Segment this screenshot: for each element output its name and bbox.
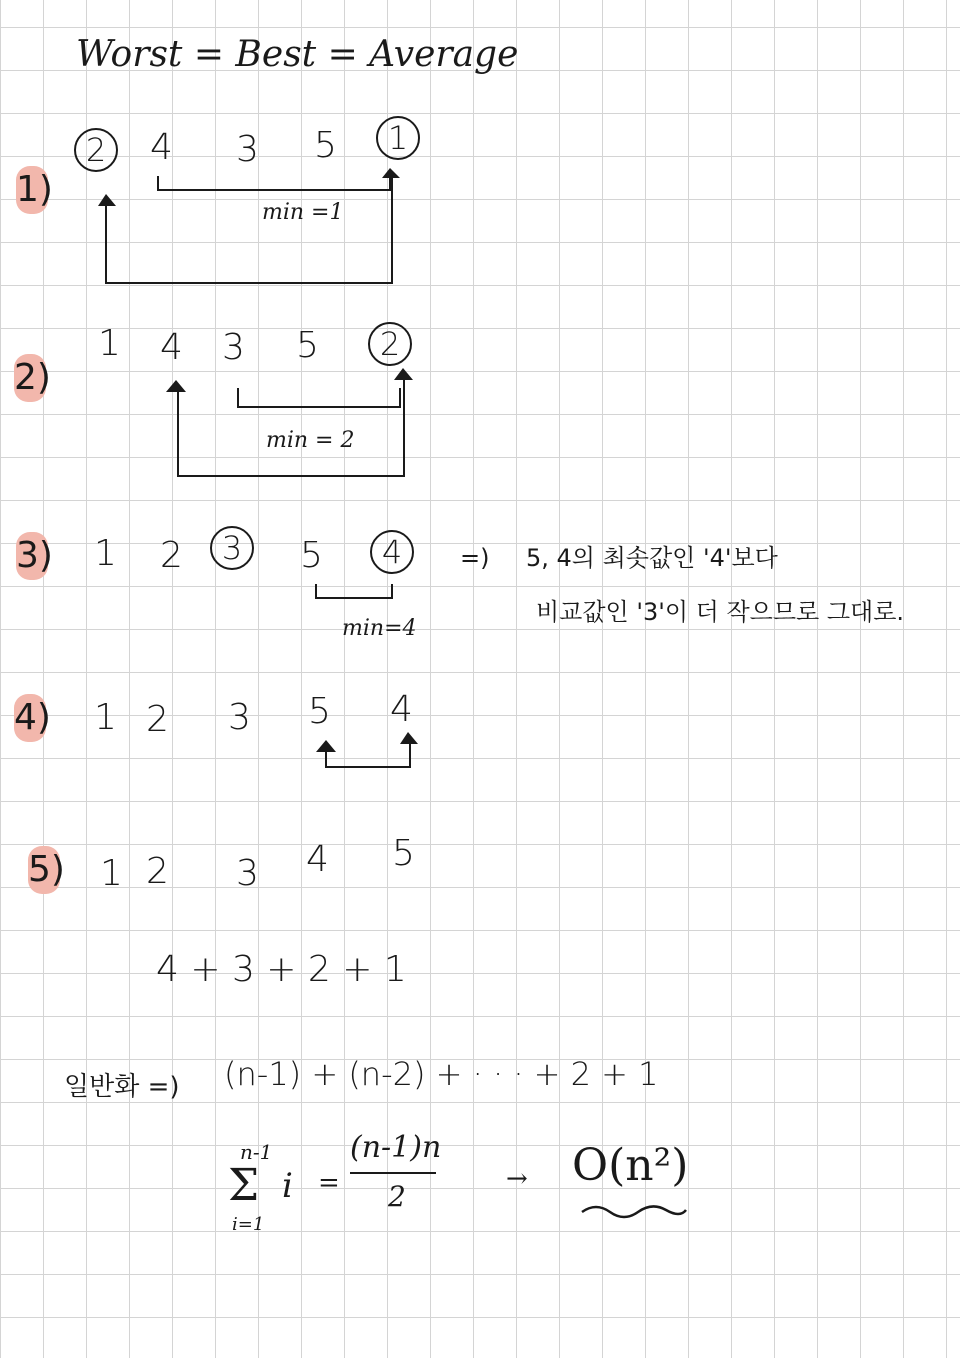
- step1-circled-value: 1: [376, 116, 420, 160]
- step4-value-2: 2: [146, 699, 169, 740]
- step2-arrowhead-right: [394, 368, 413, 380]
- step1-bracket: [158, 176, 390, 190]
- step2-swap-line: [178, 376, 404, 476]
- fraction-numerator: (n-1)n: [350, 1130, 442, 1165]
- step1-min-label: min =1: [262, 200, 344, 225]
- sigma-upper-limit: n-1: [240, 1140, 273, 1164]
- sum-line: 4 + 3 + 2 + 1: [156, 949, 407, 990]
- step1-value-2: 4: [150, 127, 173, 168]
- step1-swap-line: [106, 176, 392, 283]
- step3-value-3: [210, 526, 254, 570]
- step2-bracket: [238, 388, 400, 407]
- general-expression: (n-1) + (n-2) + · · · + 2 + 1: [224, 1055, 659, 1093]
- step1-value-3: 3: [236, 129, 259, 170]
- step4-value-4: 5: [308, 691, 331, 732]
- step2-value-5: [368, 322, 412, 366]
- step2-min-label: min = 2: [266, 428, 355, 453]
- step1-arrowhead-left: [98, 194, 116, 206]
- step5-value-1: 1: [100, 853, 123, 894]
- formula-equals: =: [318, 1168, 340, 1198]
- step3-circled-value: 3: [210, 526, 254, 570]
- step-number-2: 2): [14, 354, 46, 402]
- step1-circled-value: 2: [74, 128, 118, 172]
- step2-value-3: 3: [222, 327, 245, 368]
- step4-value-1: 1: [94, 697, 117, 738]
- step3-note-line2: 비교값인 '3'이 더 작으므로 그대로.: [536, 598, 905, 626]
- step1-value-4: 5: [314, 125, 337, 166]
- step3-value-5: [370, 530, 414, 574]
- result-complexity: O(n²): [572, 1140, 689, 1191]
- step-number-3: 3): [16, 532, 48, 580]
- step2-value-2: 4: [160, 327, 183, 368]
- sigma-variable: i: [282, 1166, 293, 1206]
- step3-value-2: 2: [160, 535, 183, 576]
- step-number-1: 1): [16, 166, 48, 214]
- page-title: Worst = Best = Average: [76, 34, 519, 75]
- sigma-symbol: Σ: [228, 1160, 260, 1211]
- step3-note-arrow: =): [460, 544, 490, 572]
- step4-swap-line: [326, 742, 410, 767]
- step4-value-5: 4: [390, 689, 413, 730]
- step4-value-3: 3: [228, 697, 251, 738]
- fraction-bar: [350, 1172, 436, 1174]
- step1-arrowhead-right: [382, 168, 400, 178]
- step3-note-line1: 5, 4의 최솟값인 '4'보다: [526, 544, 778, 572]
- general-label: 일반화 =): [64, 1072, 180, 1102]
- step5-value-3: 3: [236, 853, 259, 894]
- step5-value-2: 2: [146, 851, 169, 892]
- step3-value-1: 1: [94, 533, 117, 574]
- fraction-denominator: 2: [388, 1180, 406, 1213]
- step3-value-4: 5: [300, 535, 323, 576]
- step2-value-1: 1: [98, 323, 121, 364]
- step-number-4: 4): [14, 694, 46, 742]
- step2-arrowhead-left: [166, 380, 186, 392]
- step3-bracket: [316, 584, 392, 598]
- step2-value-4: 5: [296, 325, 319, 366]
- step1-value-1: [74, 128, 118, 172]
- step3-circled-value: 4: [370, 530, 414, 574]
- step-number-5: 5): [28, 846, 60, 894]
- step3-min-label: min=4: [342, 616, 417, 641]
- step4-arrowhead-left: [316, 740, 336, 752]
- sigma-lower-limit: i=1: [232, 1214, 265, 1235]
- step4-arrowhead-right: [400, 732, 418, 744]
- result-squiggle: [582, 1206, 686, 1217]
- step5-value-4: 4: [306, 839, 329, 880]
- step1-value-5: [376, 116, 420, 160]
- step5-value-5: 5: [392, 833, 415, 874]
- step2-circled-value: 2: [368, 322, 412, 366]
- result-arrow: →: [506, 1164, 528, 1194]
